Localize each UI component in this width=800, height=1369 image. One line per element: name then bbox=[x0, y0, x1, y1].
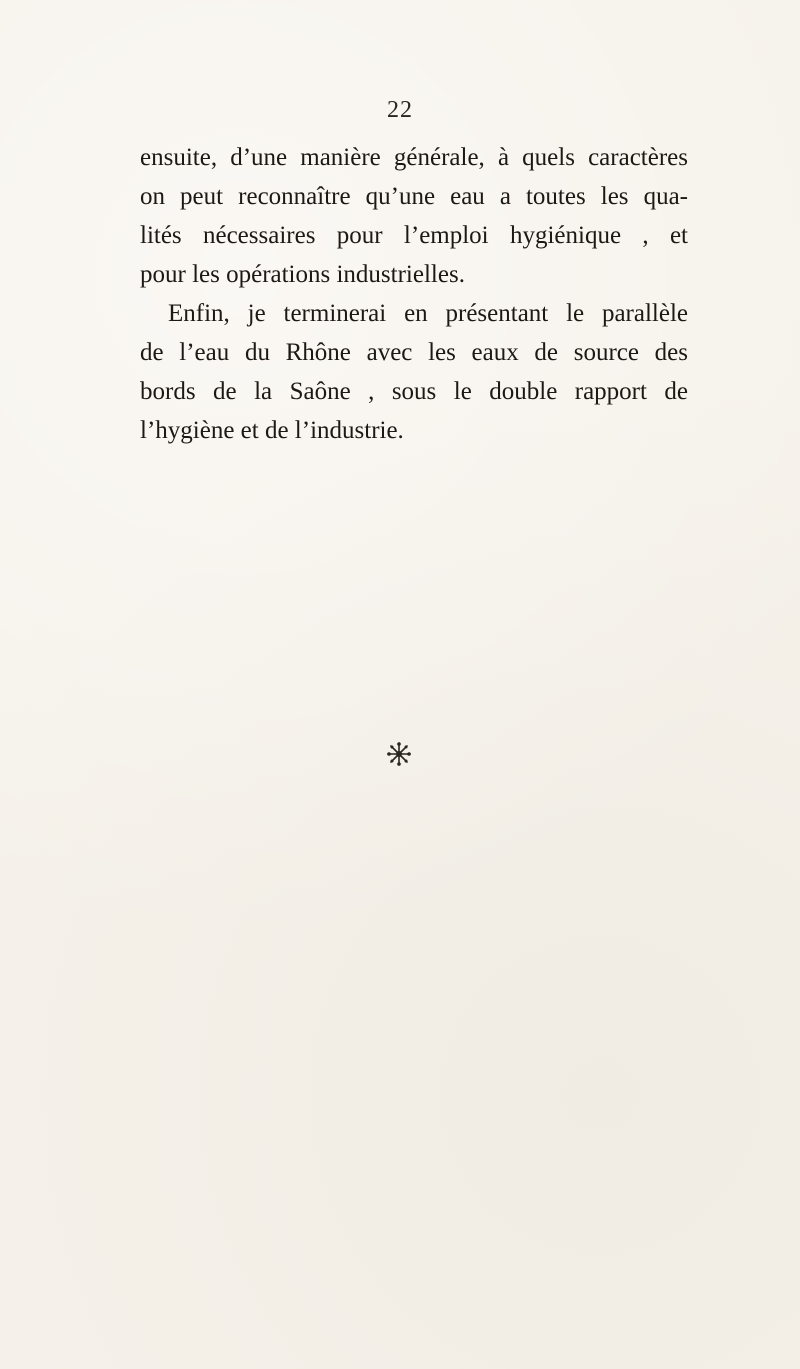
text-line: de l’eau du Rhône avec les eaux de source des bbox=[140, 339, 688, 366]
text-line: ensuite, d’une manière générale, à quels caractères bbox=[140, 144, 688, 171]
text-line: lités nécessaires pour l’emploi hygiénique , et bbox=[140, 222, 688, 249]
paragraph bbox=[140, 294, 688, 450]
page-number: 22 bbox=[387, 97, 413, 123]
fleuron-ornament-icon bbox=[385, 740, 413, 768]
text-line: pour les opérations industrielles. bbox=[140, 261, 465, 288]
text-line: on peut reconnaître qu’une eau a toutes les qua- bbox=[140, 183, 688, 210]
text-line: bords de la Saône , sous le double rapport de bbox=[140, 378, 688, 405]
paragraph bbox=[140, 138, 688, 294]
text-line: Enfin, je terminerai en présentant le parallèle bbox=[168, 300, 688, 327]
text-line: l’hygiène et de l’industrie. bbox=[140, 417, 404, 444]
body-text bbox=[140, 138, 688, 450]
